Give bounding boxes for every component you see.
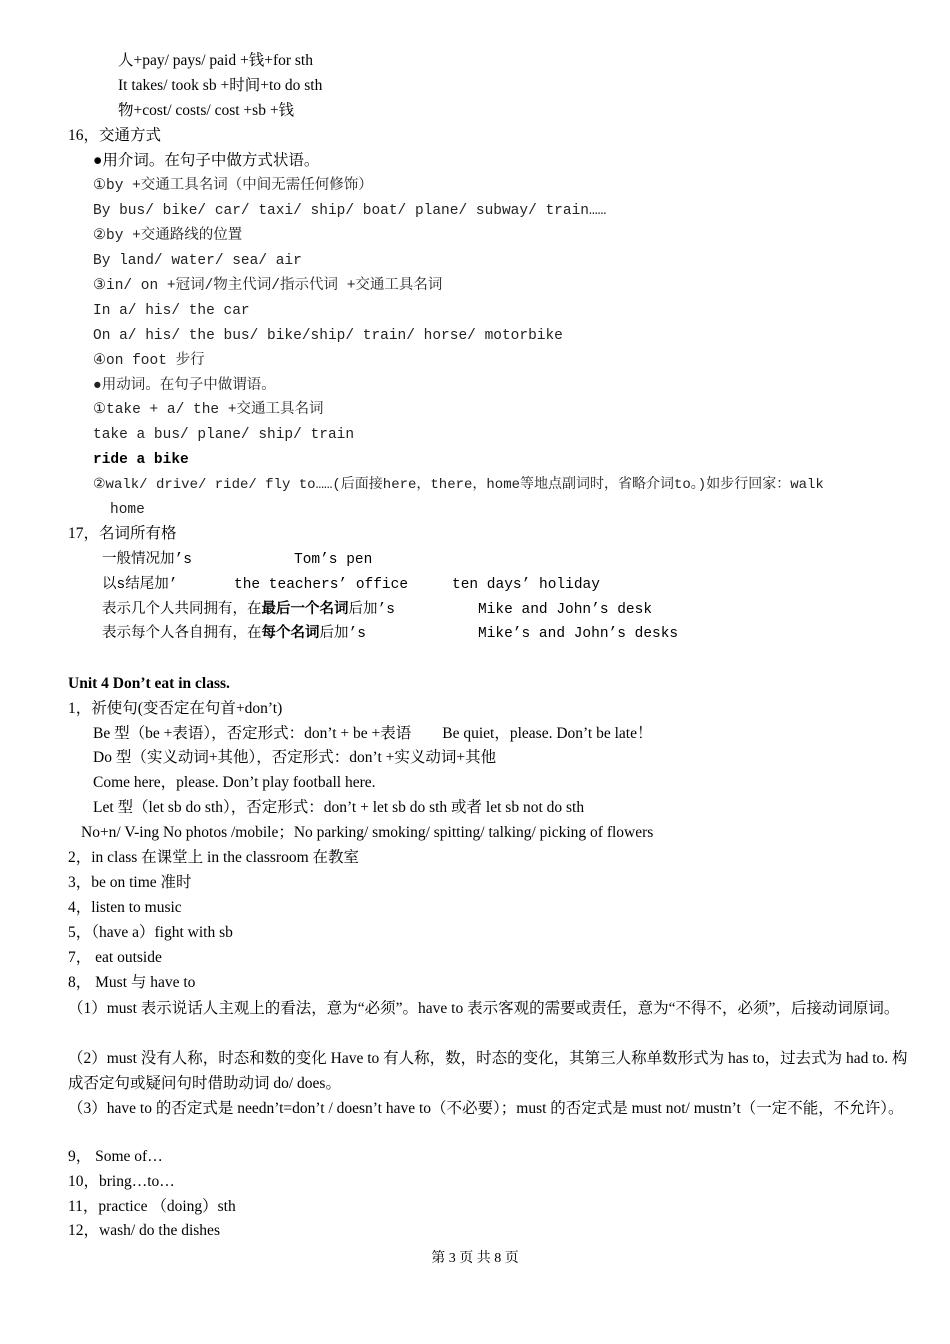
text-line: take a bus/ plane/ ship/ train [93,427,355,443]
text-line: Be 型（be +表语），否定形式：don’t + be +表语 Be quiet，please. Don’t be late！ [93,725,653,742]
text-line: ③in/ on +冠词/物主代词/指示代词 +交通工具名词 [93,278,443,294]
text-line: 7， eat outside [68,949,162,966]
possessive-example: Mike’s and John’s desks [478,626,679,642]
text-line: ①take + a/ the +交通工具名词 [93,402,324,418]
text-line: Do 型（实义动词+其他），否定形式：don’t +实义动词+其他 [93,749,497,766]
possessive-example: Mike and John’s desk [478,602,653,618]
text-line: ●用动词。在句子中做谓语。 [93,378,276,394]
text-line: By bus/ bike/ car/ taxi/ ship/ boat/ plane/ subway/ train…… [93,203,607,219]
text-line: 9， Some of… [68,1148,163,1165]
text-line: By land/ water/ sea/ air [93,253,302,269]
text-line: In a/ his/ the car [93,303,250,319]
text-line: 3，be on time 准时 [68,874,192,891]
unit-title: Unit 4 Don’t eat in class. [68,675,230,692]
text-line: 8， Must 与 have to [68,974,196,991]
text-line: ①by +交通工具名词（中间无需任何修饰） [93,178,373,194]
section-heading: 17，名词所有格 [68,525,177,542]
paragraph: （1）must 表示说话人主观上的看法，意为“必须”。have to 表示客观的需要或责任，意为“不得不，必须”，后接动词原词。 [68,1000,900,1017]
text-line: ●用介词。在句子中做方式状语。 [93,152,320,169]
text-line: 11，practice （doing）sth [68,1198,236,1215]
text-line: On a/ his/ the bus/ bike/ship/ train/ horse/ motorbike [93,328,563,344]
text-line: It takes/ took sb +时间+to do sth [118,77,323,94]
text-line: 10，bring…to… [68,1173,175,1190]
possessive-rule: 以s结尾加’ [102,577,178,593]
page-footer: 第 3 页 共 8 页 [431,1251,519,1266]
text-line: 物+cost/ costs/ cost +sb +钱 [118,102,295,119]
text-line: 2，in class 在课堂上 in the classroom 在教室 [68,849,360,866]
text-line: 4，listen to music [68,899,182,916]
paragraph: （2）must 没有人称，时态和数的变化 Have to 有人称，数，时态的变化，其第三人称单数形式为 has to，过去式为 had to. 构成否定句或疑问句时借助动词 do/ does。 [68,1050,908,1092]
text-line: No+n/ V-ing No photos /mobile；No parking/ smoking/ spitting/ talking/ picking of flowers [81,824,654,841]
possessive-example: the teachers’ office [234,577,409,593]
possessive-rule: 表示几个人共同拥有，在最后一个名词后加’s [102,602,395,618]
text-line: Let 型（let sb do sth），否定形式：don’t + let sb do sth 或者 let sb not do sth [93,799,585,816]
possessive-example: Tom’s pen [294,552,373,568]
possessive-rule: 一般情况加’s [102,552,192,568]
section-heading: 16，交通方式 [68,127,162,144]
text-line: 12，wash/ do the dishes [68,1222,220,1239]
text-line: ④on foot 步行 [93,353,205,369]
text-line: 人+pay/ pays/ paid +钱+for sth [118,52,313,69]
text-line: ②walk/ drive/ ride/ fly to……(后面接here，there，home等地点副词时，省略介词to。)如步行回家：walk [93,477,824,493]
text-line: 5，（have a）fight with sb [68,924,233,941]
text-line: home [110,502,145,518]
text-line: ②by +交通路线的位置 [93,228,243,244]
paragraph: （3）have to 的否定式是 needn’t=don’t / doesn’t have to（不必要）；must 的否定式是 must not/ mustn’t（一定不能，不允许）。 [68,1100,904,1117]
text-line: Come here，please. Don’t play football here. [93,774,376,791]
text-line: ride a bike [93,452,189,468]
possessive-example: ten days’ holiday [452,577,600,593]
possessive-rule: 表示每个人各自拥有，在每个名词后加’s [102,626,366,642]
text-line: 1，祈使句(变否定在句首+don’t) [68,700,283,717]
